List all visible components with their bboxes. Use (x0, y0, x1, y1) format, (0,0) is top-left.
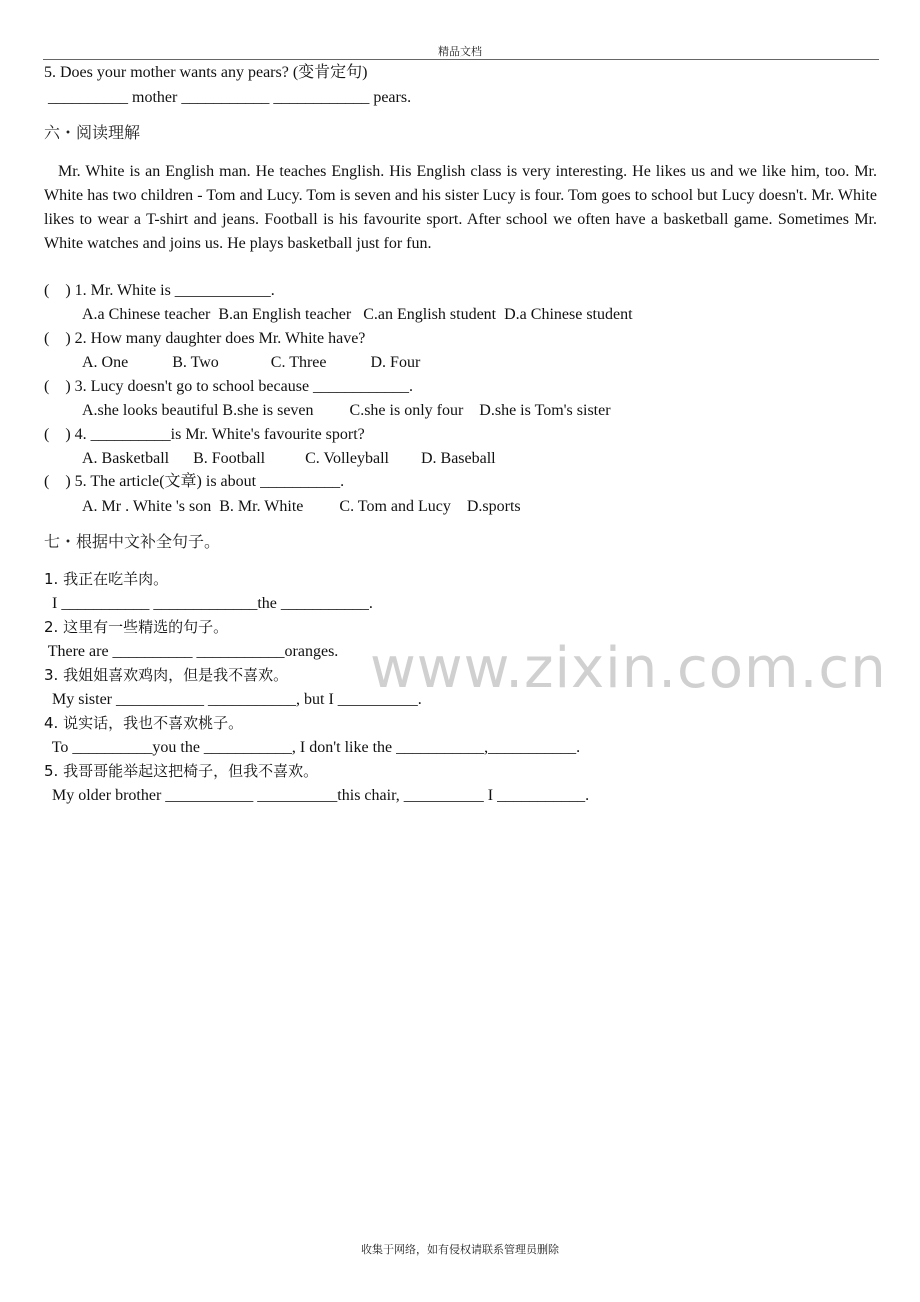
reading-question-4-options: A. Basketball B. Football C. Volleyball D. Baseball (82, 450, 496, 467)
reading-question-5-options: A. Mr . White 's son B. Mr. White C. Tom and Lucy D.sports (82, 498, 521, 515)
reading-question-2: ( ) 2. How many daughter does Mr. White have? (44, 330, 366, 347)
translation-item-2-chinese: 2. 这里有一些精选的句子。 (44, 618, 229, 636)
question-5-answer-line: __________ mother ___________ ____________ pears. (44, 89, 412, 106)
header-divider (43, 59, 879, 60)
translation-item-5-blank: My older brother ___________ __________this chair, __________ I ___________. (44, 787, 590, 804)
reading-question-4: ( ) 4. __________is Mr. White's favourite sport? (44, 426, 365, 443)
reading-passage: Mr. White is an English man. He teaches English. His English class is very interesting. He likes us and we like him, too. Mr. White has two children - Tom and Lucy. Tom is seven and his sister Lucy is four. Tom goes to school but Lucy doesn't. Mr. White likes to wear a T-shirt and jeans. Football is his favourite sport. After school we often have a basketball game. Sometimes Mr. White watches and joins us. He plays basketball just for fun. (44, 163, 877, 252)
reading-question-3-options: A.she looks beautiful B.she is seven C.she is only four D.she is Tom's sister (82, 402, 611, 419)
reading-question-1: ( ) 1. Mr. White is ____________. (44, 282, 275, 299)
translation-item-1-chinese: 1. 我正在吃羊肉。 (44, 570, 169, 588)
question-5-stem: 5. Does your mother wants any pears? (变肯定句) (44, 64, 368, 81)
header-title: 精品文档 (438, 45, 482, 58)
translation-item-3-chinese: 3. 我姐姐喜欢鸡肉，但是我不喜欢。 (44, 666, 289, 684)
reading-question-5: ( ) 5. The article(文章) is about __________. (44, 473, 345, 490)
reading-question-3: ( ) 3. Lucy doesn't go to school because ____________. (44, 378, 414, 395)
translation-item-4-blank: To __________you the ___________, I don't like the ___________,___________. (44, 739, 581, 756)
reading-question-1-options: A.a Chinese teacher B.an English teacher C.an English student D.a Chinese student (82, 306, 633, 323)
translation-item-3-blank: My sister ___________ ___________, but I __________. (44, 691, 422, 708)
reading-question-2-options: A. One B. Two C. Three D. Four (82, 354, 421, 371)
footer-note: 收集于网络，如有侵权请联系管理员删除 (361, 1243, 559, 1256)
translation-item-4-chinese: 4. 说实话，我也不喜欢桃子。 (44, 714, 244, 732)
translation-item-2-blank: There are __________ ___________oranges. (44, 643, 339, 660)
translation-item-5-chinese: 5. 我哥哥能举起这把椅子，但我不喜欢。 (44, 762, 319, 780)
section-7-heading: 七・根据中文补全句子。 (44, 532, 221, 551)
section-6-heading: 六・阅读理解 (44, 123, 141, 142)
translation-item-1-blank: I ___________ _____________the ___________. (44, 595, 373, 612)
watermark: www.zixin.com.cn (370, 636, 887, 701)
